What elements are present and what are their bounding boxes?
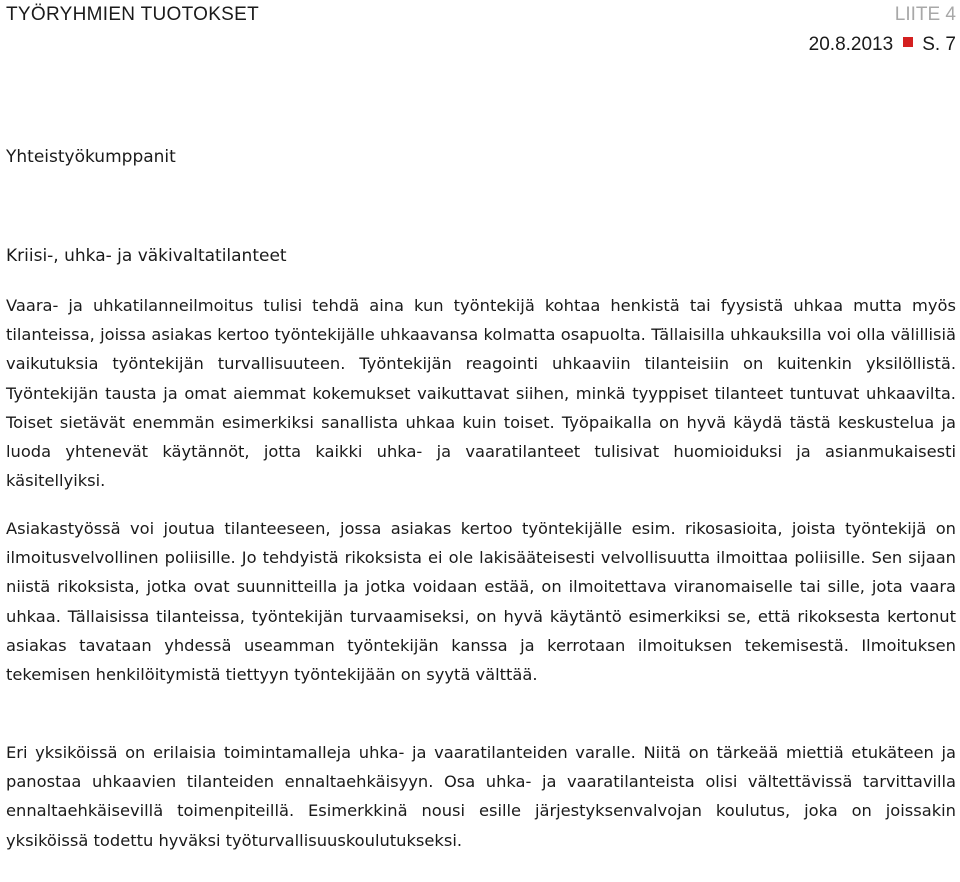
section-heading: Yhteistyökumppanit [6, 147, 176, 167]
paragraph-1: Vaara- ja uhkatilanneilmoitus tulisi tehdä aina kun työntekijä kohtaa henkistä tai fyysistä uhkaa mutta myös tilanteissa, joissa asiakas kertoo työntekijälle uhkaavansa kolmatta osapuolta. Tällaisilla uhkauksilla voi olla välillisiä vaikutuksia työntekijän turvallisuuteen. Työntekijän reagointi uhkaaviin tilanteisiin on kuitenkin yksilöllistä. Työntekijän tausta ja omat aiemmat kokemukset vaikuttavat siihen, minkä tyyppiset tilanteet tuntuvat uhkaavilta. Toiset sietävät enemmän esimerkiksi sanallista uhkaa kuin toiset. Työpaikalla on hyvä käydä tästä keskustelua ja luoda yhtenevät käytännöt, jotta kaikki uhka- ja vaaratilanteet tulisivat huomioiduksi ja asianmukaisesti käsitellyiksi. [6, 296, 956, 491]
appendix-label: LIITE 4 [894, 4, 956, 25]
document-series-title: TYÖRYHMIEN TUOTOKSET [6, 4, 260, 25]
document-date: 20.8.2013 [808, 34, 894, 55]
paragraph-3: Eri yksiköissä on erilaisia toimintamalleja uhka- ja vaaratilanteiden varalle. Niitä on tärkeää miettiä etukäteen ja panostaa uhkaavien tilanteiden ennaltaehkäisyyn. Osa uhka- ja vaaratilanteista olisi vältettävissä tarvittavilla ennaltaehkäisevillä toimenpiteillä. Esimerkkinä nousi esille järjestyksenvalvojan koulutus, joka on joissakin yksiköissä todettu hyväksi työturvallisuuskoulutukseksi. [6, 743, 956, 850]
page-number: S. 7 [922, 34, 956, 55]
paragraph-2: Asiakastyössä voi joutua tilanteeseen, jossa asiakas kertoo työntekijälle esim. rikosasioita, joista työntekijä on ilmoitusvelvollinen poliisille. Jo tehdyistä rikoksista ei ole lakisääteisesti velvollisuutta ilmoittaa poliisille. Sen sijaan niistä rikoksista, jotka ovat suunnitteilla ja jotka voidaan estää, on ilmoitettava viranomaiselle tai sille, jota vaara uhkaa. Tällaisissa tilanteissa, työntekijän turvaamiseksi, on hyvä käytäntö esimerkiksi se, että rikoksesta kertonut asiakas tavataan yhdessä useamman työntekijän kanssa ja kerrotaan ilmoituksen tekemisestä. Ilmoituksen tekemisen henkilöitymistä tiettyyn työntekijään on syytä välttää. [6, 519, 956, 685]
subsection-heading: Kriisi-, uhka- ja väkivaltatilanteet [6, 246, 287, 266]
date-page-line [809, 34, 956, 56]
red-square-icon [903, 37, 913, 47]
page-header [6, 4, 956, 60]
